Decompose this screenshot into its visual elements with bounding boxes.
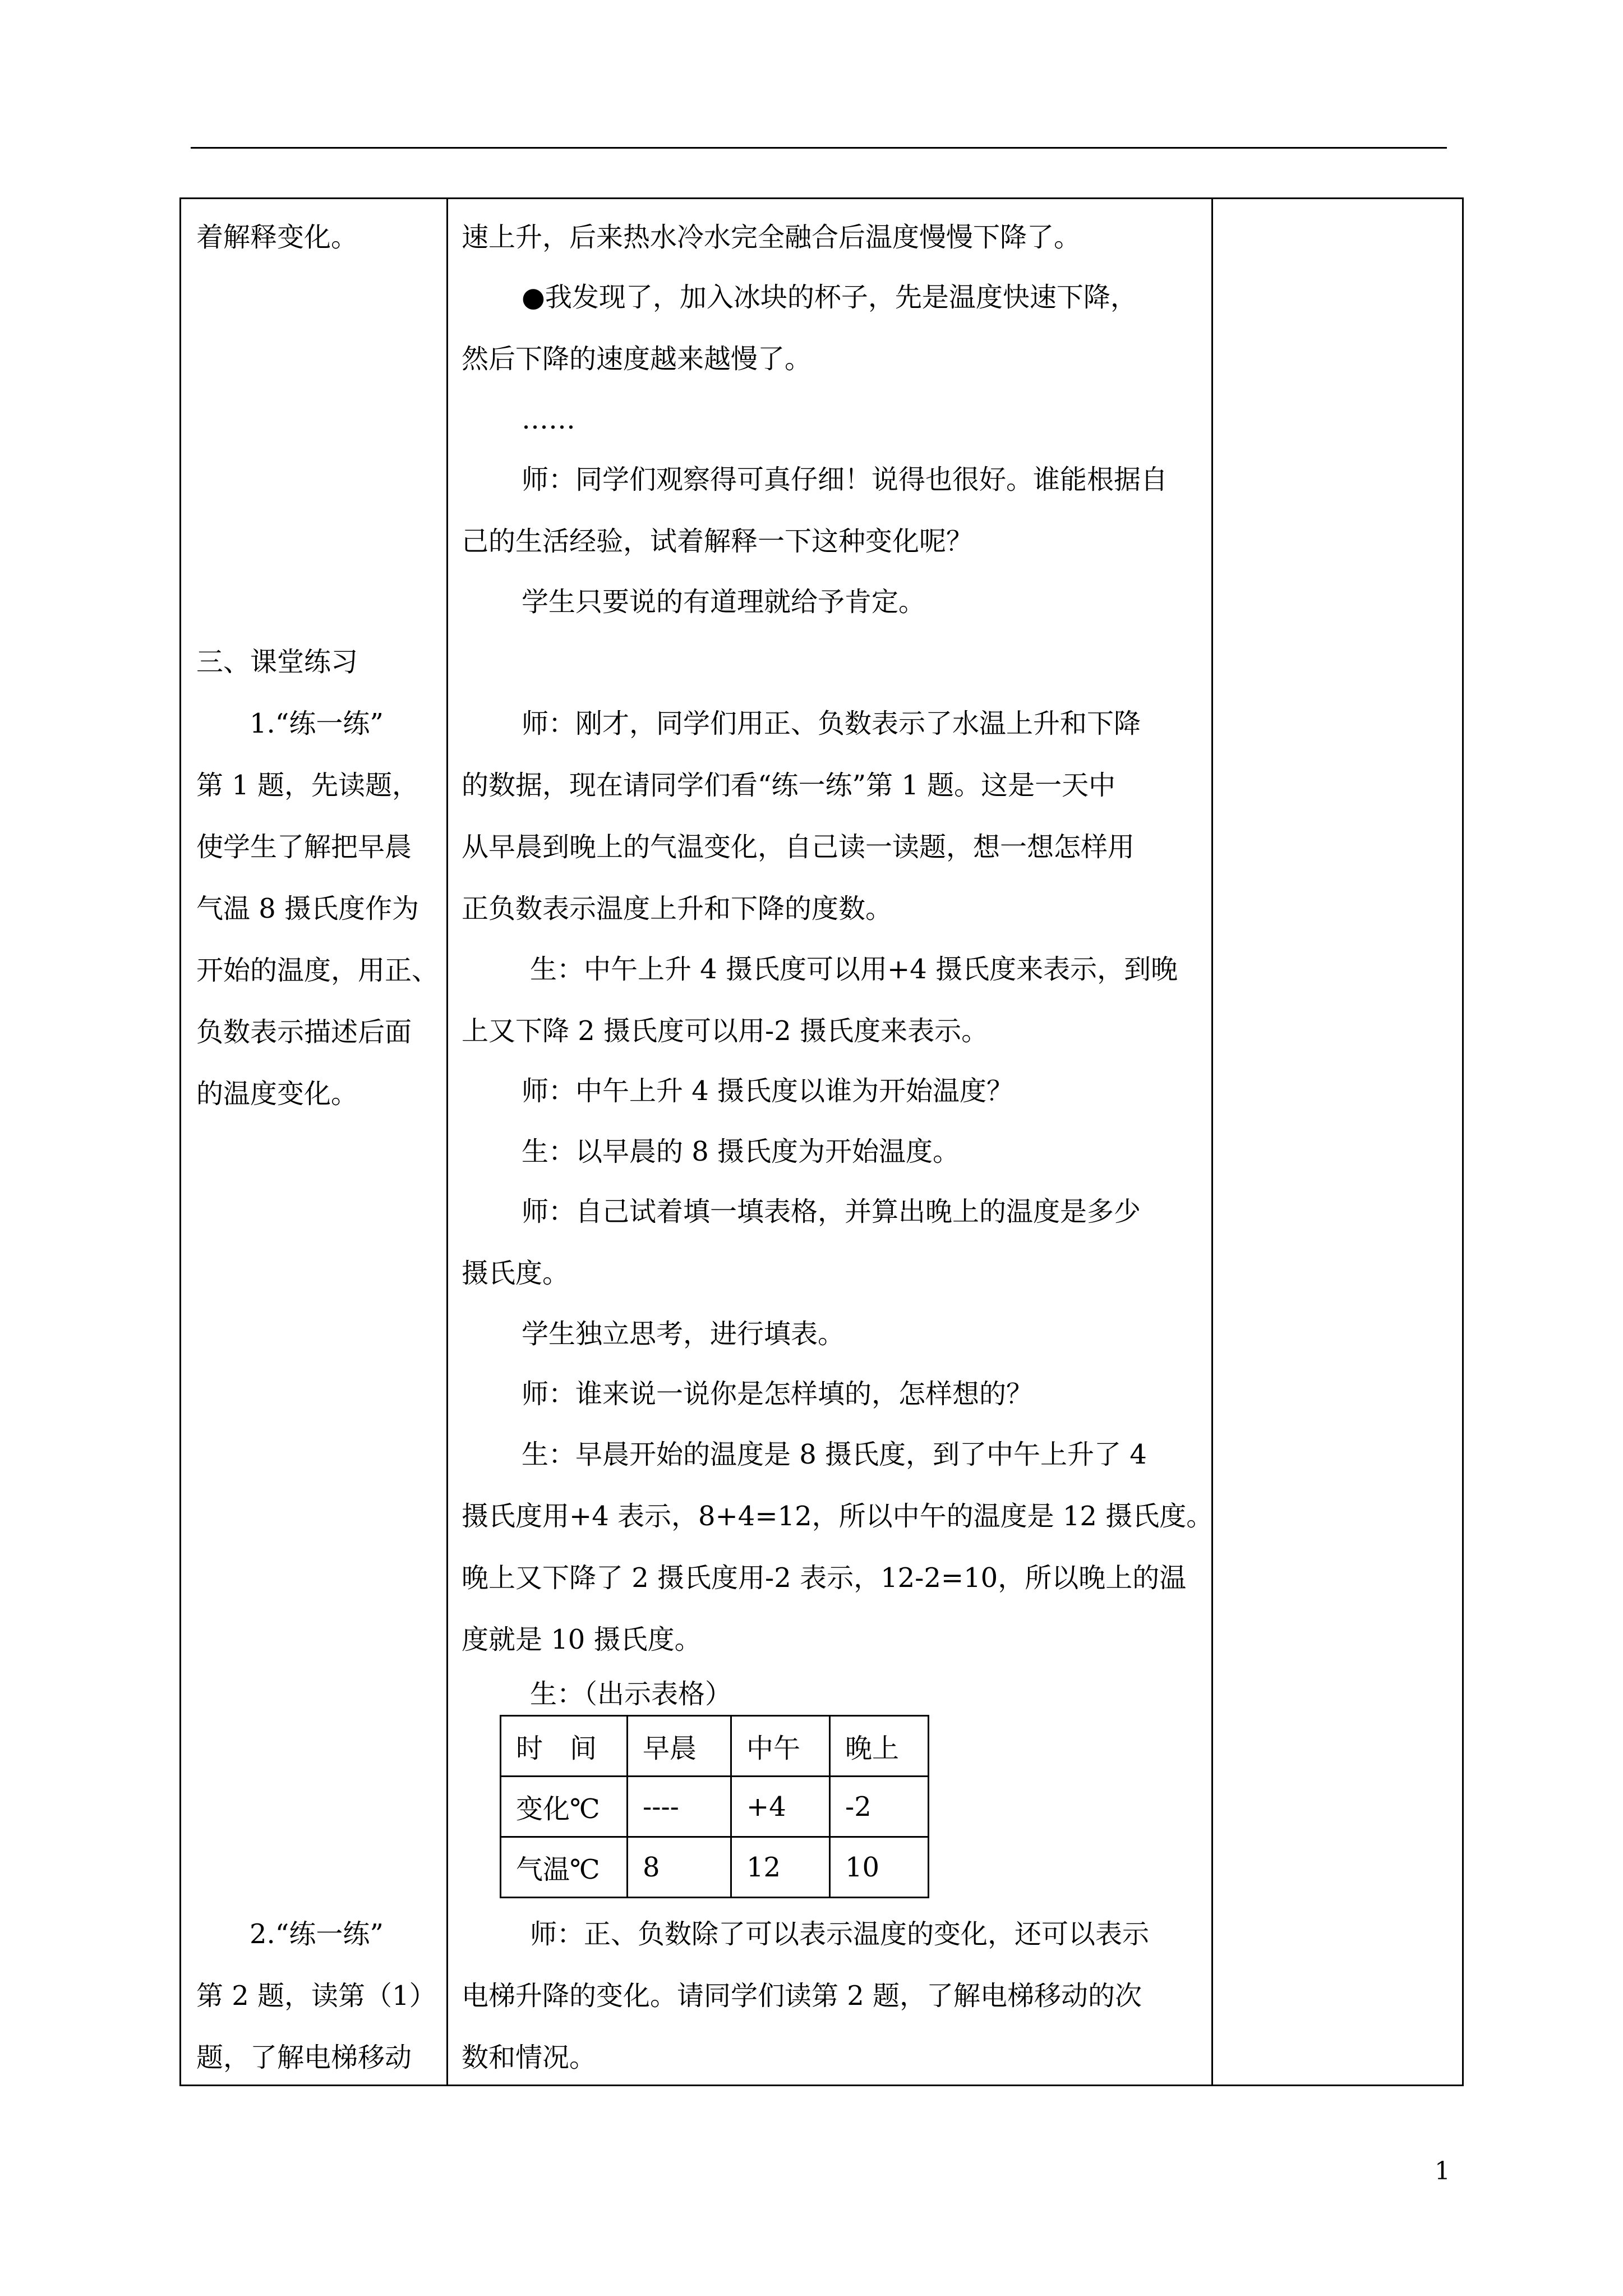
mid-text-line: 正负数表示温度上升和下降的度数。 xyxy=(462,893,893,924)
mid-text-line: ●我发现了，加入冰块的杯子，先是温度快速下降， xyxy=(522,282,1137,313)
mid-text-line: 生：中午上升 4 摄氏度可以用+4 摄氏度来表示，到晚 xyxy=(530,954,1178,985)
table-cell: 晚上 xyxy=(830,1716,929,1777)
table-cell: 气温℃ xyxy=(501,1837,628,1898)
mid-text-line: 学生独立思考，进行填表。 xyxy=(522,1318,845,1350)
mid-text-line: 度就是 10 摄氏度。 xyxy=(462,1624,702,1655)
mid-text-line: 速上升，后来热水冷水完全融合后温度慢慢下降了。 xyxy=(462,222,1081,253)
section-heading: 三、课堂练习 xyxy=(196,646,358,678)
mid-text-line: 数和情况。 xyxy=(462,2042,597,2073)
left-text-line: 2.“练一练” xyxy=(250,1918,384,1950)
table-cell: 早晨 xyxy=(628,1716,731,1777)
column-divider-2 xyxy=(1211,197,1213,2086)
table-row xyxy=(501,1777,929,1837)
table-cell: 时 间 xyxy=(501,1716,628,1777)
table-row xyxy=(501,1837,929,1898)
table-cell: -2 xyxy=(830,1777,929,1837)
mid-text-line: 上又下降 2 摄氏度可以用-2 摄氏度来表示。 xyxy=(462,1015,989,1047)
table-cell: 变化℃ xyxy=(501,1777,628,1837)
left-text-line: 气温 8 摄氏度作为 xyxy=(196,893,419,924)
table-cell: +4 xyxy=(731,1777,830,1837)
page-number: 1 xyxy=(1435,2157,1450,2185)
mid-text-line: 师：刚才，同学们用正、负数表示了水温上升和下降 xyxy=(522,708,1141,739)
temperature-table xyxy=(500,1715,929,1898)
mid-text-line: 电梯升降的变化。请同学们读第 2 题，了解电梯移动的次 xyxy=(462,1980,1142,2012)
left-text-line: 1.“练一练” xyxy=(250,708,384,739)
left-text-line: 第 2 题，读第（1） xyxy=(196,1980,436,2012)
mid-text-line: 生：早晨开始的温度是 8 摄氏度，到了中午上升了 4 xyxy=(522,1439,1147,1470)
mid-text-line: 从早晨到晚上的气温变化，自己读一读题，想一想怎样用 xyxy=(462,831,1135,863)
mid-text-line: 生：（出示表格） xyxy=(530,1678,732,1710)
mid-text-line: 摄氏度。 xyxy=(462,1258,570,1289)
table-cell: 8 xyxy=(628,1837,731,1898)
mid-text-line: 师：中午上升 4 摄氏度以谁为开始温度？ xyxy=(522,1075,1014,1107)
mid-text-line: 晚上又下降了 2 摄氏度用-2 表示，12-2=10，所以晚上的温 xyxy=(462,1562,1187,1594)
ellipsis: …… xyxy=(522,404,575,435)
table-cell: 中午 xyxy=(731,1716,830,1777)
mid-text-line: 师：同学们观察得可真仔细！说得也很好。谁能根据自 xyxy=(522,464,1168,495)
left-text-line: 着解释变化。 xyxy=(196,222,358,253)
left-text-line: 使学生了解把早晨 xyxy=(196,831,412,863)
column-divider-1 xyxy=(446,197,448,2086)
mid-text-line: 师：自己试着填一填表格，并算出晚上的温度是多少 xyxy=(522,1196,1141,1227)
table-cell: 12 xyxy=(731,1837,830,1898)
mid-text-line: 己的生活经验，试着解释一下这种变化呢？ xyxy=(462,526,974,557)
left-text-line: 开始的温度，用正、 xyxy=(196,955,439,986)
mid-text-line: 学生只要说的有道理就给予肯定。 xyxy=(522,586,926,618)
mid-text-line: 然后下降的速度越来越慢了。 xyxy=(462,343,812,375)
mid-text-line: 师：正、负数除了可以表示温度的变化，还可以表示 xyxy=(530,1918,1150,1950)
left-text-line: 的温度变化。 xyxy=(196,1078,358,1110)
mid-text-line: 生：以早晨的 8 摄氏度为开始温度。 xyxy=(522,1136,960,1167)
mid-text-line: 师：谁来说一说你是怎样填的，怎样想的？ xyxy=(522,1378,1034,1410)
table-cell: 10 xyxy=(830,1837,929,1898)
left-text-line: 题，了解电梯移动 xyxy=(196,2042,412,2073)
header-rule xyxy=(191,147,1447,149)
mid-text-line: 的数据，现在请同学们看“练一练”第 1 题。这是一天中 xyxy=(462,770,1116,801)
left-text-line: 第 1 题，先读题， xyxy=(196,770,419,801)
table-row xyxy=(501,1716,929,1777)
table-cell: ---- xyxy=(628,1777,731,1837)
mid-text-line: 摄氏度用+4 表示，8+4=12，所以中午的温度是 12 摄氏度。 xyxy=(462,1501,1214,1532)
left-text-line: 负数表示描述后面 xyxy=(196,1016,412,1048)
